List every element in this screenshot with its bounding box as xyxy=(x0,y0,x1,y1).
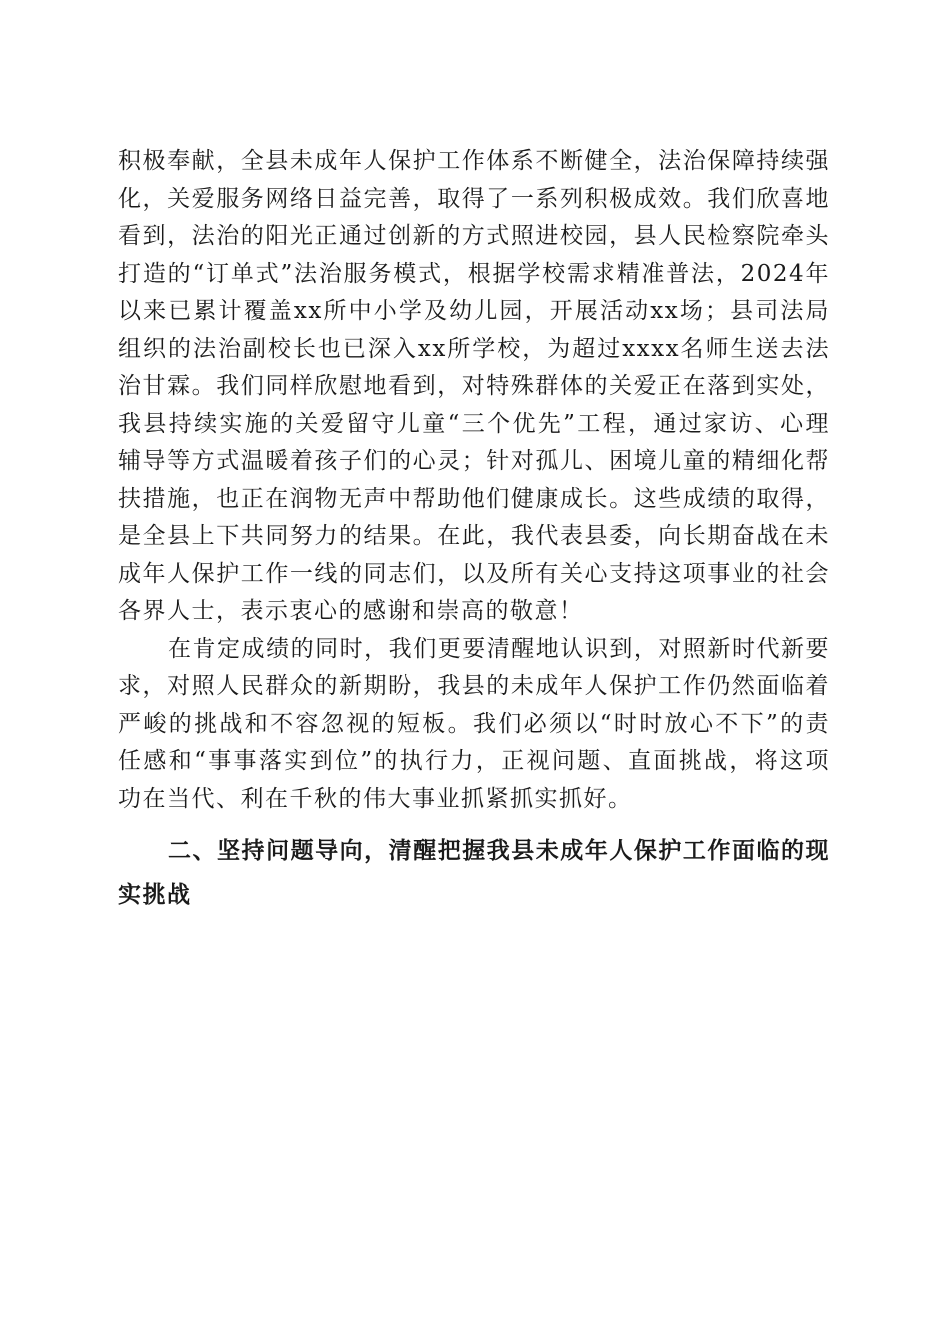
paragraph-challenges-intro: 在肯定成绩的同时，我们更要清醒地认识到，对照新时代新要求，对照人民群众的新期盼，我县的未成年人保护工作仍然面临着严峻的挑战和不容忽视的短板。我们必须以“时时放心不下”的责任感和“事事落实到位”的执行力，正视问题、直面挑战，将这项功在当代、利在千秋的伟大事业抓紧抓实抓好。 xyxy=(118,635,830,812)
document-body xyxy=(118,143,830,917)
section-heading-2: 二、坚持问题导向，清醒把握我县未成年人保护工作面临的现实挑战 xyxy=(118,838,830,908)
paragraph-achievements: 积极奉献，全县未成年人保护工作体系不断健全，法治保障持续强化，关爱服务网络日益完善，取得了一系列积极成效。我们欣喜地看到，法治的阳光正通过创新的方式照进校园，县人民检察院牵头打造的“订单式”法治服务模式，根据学校需求精准普法，2024年以来已累计覆盖xx所中小学及幼儿园，开展活动xx场；县司法局组织的法治副校长也已深入xx所学校，为超过xxxx名师生送去法治甘霖。我们同样欣慰地看到，对特殊群体的关爱正在落到实处，我县持续实施的关爱留守儿童“三个优先”工程，通过家访、心理辅导等方式温暖着孩子们的心灵；针对孤儿、困境儿童的精细化帮扶措施，也正在润物无声中帮助他们健康成长。这些成绩的取得，是全县上下共同努力的结果。在此，我代表县委，向长期奋战在未成年人保护工作一线的同志们，以及所有关心支持这项事业的社会各界人士，表示衷心的感谢和崇高的敬意！ xyxy=(118,148,830,624)
